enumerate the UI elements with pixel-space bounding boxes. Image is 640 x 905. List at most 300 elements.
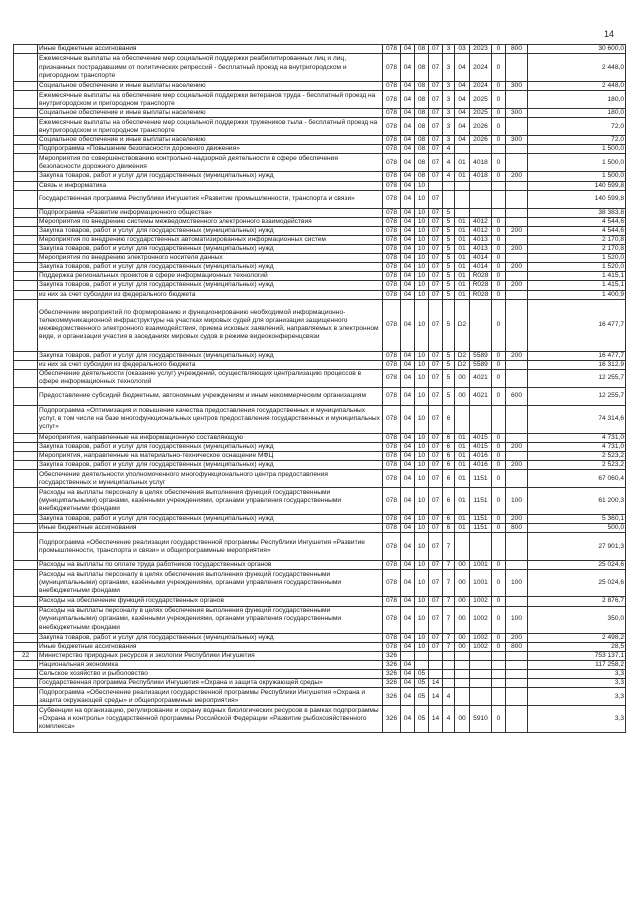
code-section-cell: 04 (401, 82, 415, 91)
code-direction-cell: 1151 (470, 488, 492, 515)
code-ministry-cell: 078 (383, 597, 401, 606)
code-flag-cell (492, 208, 506, 217)
code-program-cell (429, 181, 443, 190)
code-section-cell: 04 (401, 660, 415, 669)
code-flag-cell: 0 (492, 570, 506, 597)
code-subsection-cell: 10 (415, 226, 429, 235)
code-expense-type-cell (506, 290, 528, 299)
code-direction-cell: 4012 (470, 217, 492, 226)
amount-cell: 2 523,2 (528, 461, 626, 470)
code-ministry-cell: 078 (383, 235, 401, 244)
code-subsection-cell: 05 (415, 706, 429, 733)
code-program-cell: 07 (429, 235, 443, 244)
code-subprogram-cell: 6 (443, 442, 455, 451)
row-number-cell (14, 190, 38, 208)
code-expense-type-cell: 200 (506, 263, 528, 272)
code-subsection-cell: 10 (415, 442, 429, 451)
table-row (14, 145, 626, 154)
code-subprogram-cell: 6 (443, 451, 455, 460)
amount-cell: 16 477,7 (528, 351, 626, 360)
code-program-cell: 07 (429, 217, 443, 226)
code-ministry-cell: 078 (383, 451, 401, 460)
code-event-cell: 00 (455, 387, 470, 405)
code-subsection-cell: 10 (415, 488, 429, 515)
table-row (14, 642, 626, 651)
code-event-cell: 01 (455, 272, 470, 281)
table-row (14, 254, 626, 263)
code-subsection-cell: 08 (415, 54, 429, 82)
code-flag-cell: 0 (492, 451, 506, 460)
amount-cell: 4 544,6 (528, 217, 626, 226)
row-number-cell (14, 706, 38, 733)
row-name-cell: Иные бюджетные ассигнования (38, 524, 383, 533)
code-flag-cell: 0 (492, 561, 506, 570)
code-direction-cell: R028 (470, 272, 492, 281)
code-event-cell: 01 (455, 488, 470, 515)
code-flag-cell (492, 688, 506, 706)
code-flag-cell: 0 (492, 606, 506, 633)
code-direction-cell (470, 660, 492, 669)
row-number-cell (14, 263, 38, 272)
code-program-cell: 07 (429, 470, 443, 488)
code-expense-type-cell: 200 (506, 442, 528, 451)
code-expense-type-cell: 800 (506, 45, 528, 54)
row-number-cell (14, 154, 38, 172)
amount-cell: 28,5 (528, 642, 626, 651)
code-subsection-cell: 08 (415, 82, 429, 91)
code-direction-cell (470, 190, 492, 208)
amount-cell: 16 477,7 (528, 299, 626, 351)
code-program-cell: 07 (429, 405, 443, 433)
code-section-cell: 04 (401, 533, 415, 561)
code-program-cell: 07 (429, 369, 443, 387)
code-program-cell: 07 (429, 281, 443, 290)
table-row (14, 109, 626, 118)
code-ministry-cell: 078 (383, 254, 401, 263)
row-name-cell: Закупка товаров, работ и услуг для государственных (муниципальных) нужд (38, 172, 383, 181)
row-number-cell (14, 272, 38, 281)
code-flag-cell: 0 (492, 360, 506, 369)
code-ministry-cell: 078 (383, 561, 401, 570)
code-direction-cell: 5589 (470, 351, 492, 360)
code-program-cell: 07 (429, 190, 443, 208)
row-name-cell: Социальное обеспечение и иные выплаты населению (38, 82, 383, 91)
code-ministry-cell: 078 (383, 369, 401, 387)
code-section-cell: 04 (401, 54, 415, 82)
code-expense-type-cell (506, 217, 528, 226)
row-name-cell: Субвенции на организацию, регулирование и охрану водных биологических ресурсов в рамках подпрограммы «Охрана и контроль» государственной программы Российской Федерации «Развитие рыбохозяйственного комплекса» (38, 706, 383, 733)
code-program-cell (429, 660, 443, 669)
code-flag-cell (492, 651, 506, 660)
code-subsection-cell (415, 660, 429, 669)
code-expense-type-cell: 100 (506, 570, 528, 597)
code-event-cell: 00 (455, 369, 470, 387)
code-direction-cell: 4016 (470, 461, 492, 470)
row-name-cell: Обеспечение мероприятий по формированию и функционированию необходимой информационно-телекоммуникационной инфраструктуры на участках мировых судей для организации защищенного межведомственного электронного взаимодействия, приема исковых заявлений, направляемых в электронном виде, и организации участия в заседаниях мировых судов в режиме видеоконференцсвязи (38, 299, 383, 351)
code-event-cell: 01 (455, 524, 470, 533)
table-row (14, 263, 626, 272)
code-subsection-cell: 10 (415, 524, 429, 533)
code-section-cell: 04 (401, 633, 415, 642)
code-section-cell: 04 (401, 145, 415, 154)
table-row (14, 181, 626, 190)
amount-cell: 25 024,6 (528, 570, 626, 597)
row-name-cell: Закупка товаров, работ и услуг для государственных (муниципальных) нужд (38, 351, 383, 360)
table-row (14, 217, 626, 226)
code-flag-cell: 0 (492, 109, 506, 118)
code-ministry-cell: 326 (383, 660, 401, 669)
code-subprogram-cell: 5 (443, 235, 455, 244)
row-number-cell (14, 606, 38, 633)
code-ministry-cell: 078 (383, 299, 401, 351)
code-ministry-cell: 078 (383, 217, 401, 226)
row-number-cell (14, 254, 38, 263)
code-subsection-cell: 05 (415, 688, 429, 706)
code-flag-cell: 0 (492, 442, 506, 451)
code-program-cell: 14 (429, 679, 443, 688)
code-expense-type-cell (506, 254, 528, 263)
code-flag-cell: 0 (492, 461, 506, 470)
code-event-cell (455, 669, 470, 678)
table-row (14, 54, 626, 82)
code-flag-cell: 0 (492, 706, 506, 733)
row-name-cell: из них за счет субсидии из федерального бюджета (38, 290, 383, 299)
table-row (14, 245, 626, 254)
row-number-cell (14, 405, 38, 433)
code-ministry-cell: 326 (383, 679, 401, 688)
row-name-cell: Обеспечение деятельности (оказание услуг) учреждений, осуществляющих централизацию процессов в сфере информационных технологий (38, 369, 383, 387)
row-name-cell: Подпрограмма «Оптимизация и повышение качества предоставления государственных и муниципальных услуг, в том числе на базе многофункциональных центров предоставления государственных и муниципальных услуг» (38, 405, 383, 433)
table-row (14, 172, 626, 181)
code-section-cell: 04 (401, 679, 415, 688)
amount-cell: 2 170,8 (528, 245, 626, 254)
code-flag-cell (492, 181, 506, 190)
code-ministry-cell: 326 (383, 669, 401, 678)
code-direction-cell (470, 299, 492, 351)
code-ministry-cell: 078 (383, 387, 401, 405)
row-name-cell: Предоставление субсидий бюджетным, автономным учреждениям и иным некоммерческим организациям (38, 387, 383, 405)
code-subprogram-cell: 7 (443, 597, 455, 606)
code-flag-cell: 0 (492, 488, 506, 515)
row-name-cell: Мероприятия по внедрению системы межведомственного электронного взаимодействия (38, 217, 383, 226)
code-subprogram-cell: 3 (443, 82, 455, 91)
code-event-cell: 04 (455, 118, 470, 136)
code-flag-cell: 0 (492, 299, 506, 351)
code-subprogram-cell: 5 (443, 281, 455, 290)
code-event-cell: 00 (455, 561, 470, 570)
code-direction-cell: 4014 (470, 263, 492, 272)
code-program-cell: 07 (429, 533, 443, 561)
row-number-cell (14, 290, 38, 299)
code-expense-type-cell: 800 (506, 642, 528, 651)
amount-cell: 72,0 (528, 118, 626, 136)
amount-cell: 61 200,3 (528, 488, 626, 515)
code-ministry-cell: 078 (383, 190, 401, 208)
table-row (14, 235, 626, 244)
amount-cell: 74 314,6 (528, 405, 626, 433)
code-expense-type-cell (506, 706, 528, 733)
table-row (14, 136, 626, 145)
code-subsection-cell: 10 (415, 190, 429, 208)
row-number-cell (14, 561, 38, 570)
table-row (14, 387, 626, 405)
code-event-cell (455, 651, 470, 660)
row-number-cell (14, 387, 38, 405)
table-row (14, 351, 626, 360)
code-flag-cell: 0 (492, 226, 506, 235)
code-flag-cell: 0 (492, 263, 506, 272)
code-program-cell: 07 (429, 54, 443, 82)
code-expense-type-cell (506, 299, 528, 351)
code-subsection-cell: 10 (415, 245, 429, 254)
code-section-cell: 04 (401, 181, 415, 190)
amount-cell: 3,3 (528, 706, 626, 733)
code-expense-type-cell (506, 651, 528, 660)
code-subprogram-cell: 6 (443, 515, 455, 524)
table-row (14, 669, 626, 678)
code-event-cell (455, 660, 470, 669)
row-name-cell: Социальное обеспечение и иные выплаты населению (38, 136, 383, 145)
code-program-cell: 07 (429, 136, 443, 145)
code-section-cell: 04 (401, 136, 415, 145)
amount-cell: 12 255,7 (528, 387, 626, 405)
amount-cell: 180,0 (528, 109, 626, 118)
code-direction-cell: 4014 (470, 254, 492, 263)
code-event-cell: 00 (455, 706, 470, 733)
code-subsection-cell: 08 (415, 145, 429, 154)
code-flag-cell: 0 (492, 54, 506, 82)
amount-cell: 2 170,8 (528, 235, 626, 244)
row-number-cell (14, 369, 38, 387)
code-event-cell: 01 (455, 281, 470, 290)
code-program-cell: 07 (429, 488, 443, 515)
row-name-cell: Ежемесячные выплаты на обеспечение мер социальной поддержки тружеников тыла - бесплатный проезд на внутригородском и пригородном транспорте (38, 118, 383, 136)
code-direction-cell: 1151 (470, 470, 492, 488)
code-expense-type-cell (506, 660, 528, 669)
row-name-cell: Расходы на обеспечение функций государственных органов (38, 597, 383, 606)
code-subprogram-cell: 5 (443, 360, 455, 369)
code-subsection-cell: 10 (415, 570, 429, 597)
row-number-cell (14, 461, 38, 470)
amount-cell: 1 415,1 (528, 281, 626, 290)
table-row (14, 515, 626, 524)
budget-table (13, 44, 626, 733)
code-expense-type-cell: 600 (506, 387, 528, 405)
code-flag-cell (492, 533, 506, 561)
code-ministry-cell: 078 (383, 172, 401, 181)
code-direction-cell: 2025 (470, 109, 492, 118)
table-row (14, 606, 626, 633)
code-event-cell: 01 (455, 461, 470, 470)
code-subsection-cell: 10 (415, 360, 429, 369)
code-section-cell: 04 (401, 254, 415, 263)
code-expense-type-cell (506, 235, 528, 244)
code-section-cell: 04 (401, 706, 415, 733)
table-row (14, 299, 626, 351)
row-number-cell (14, 669, 38, 678)
row-name-cell: Государственная программа Республики Ингушетия «Охрана и защита окружающей среды» (38, 679, 383, 688)
code-direction-cell: 2024 (470, 54, 492, 82)
code-subprogram-cell: 3 (443, 118, 455, 136)
code-subsection-cell: 08 (415, 45, 429, 54)
code-expense-type-cell: 200 (506, 245, 528, 254)
code-flag-cell: 0 (492, 281, 506, 290)
code-expense-type-cell (506, 118, 528, 136)
code-subsection-cell: 10 (415, 470, 429, 488)
code-expense-type-cell: 200 (506, 515, 528, 524)
code-ministry-cell: 078 (383, 208, 401, 217)
code-expense-type-cell (506, 597, 528, 606)
code-flag-cell: 0 (492, 387, 506, 405)
code-expense-type-cell: 800 (506, 524, 528, 533)
code-subsection-cell: 10 (415, 263, 429, 272)
code-event-cell: 01 (455, 470, 470, 488)
row-name-cell: Связь и информатика (38, 181, 383, 190)
code-event-cell: 01 (455, 442, 470, 451)
code-flag-cell: 0 (492, 217, 506, 226)
amount-cell: 1 520,0 (528, 254, 626, 263)
code-direction-cell: 1002 (470, 597, 492, 606)
amount-cell: 180,0 (528, 91, 626, 109)
code-flag-cell: 0 (492, 515, 506, 524)
code-program-cell: 07 (429, 45, 443, 54)
row-name-cell: Расходы на выплаты персоналу в целях обеспечения выполнения функций государственными (муниципальными) органами, казёнными учреждениями, органами управления государственными внебюджетными фондами (38, 570, 383, 597)
code-direction-cell: 2023 (470, 45, 492, 54)
row-name-cell: Подпрограмма «Развитие информационного общества» (38, 208, 383, 217)
code-subsection-cell: 10 (415, 642, 429, 651)
amount-cell: 2 876,7 (528, 597, 626, 606)
code-direction-cell: 1002 (470, 642, 492, 651)
amount-cell: 1 520,0 (528, 263, 626, 272)
code-ministry-cell: 078 (383, 281, 401, 290)
code-expense-type-cell (506, 154, 528, 172)
code-direction-cell: 1002 (470, 633, 492, 642)
code-program-cell: 07 (429, 570, 443, 597)
code-program-cell: 07 (429, 263, 443, 272)
code-direction-cell: 4021 (470, 387, 492, 405)
code-ministry-cell: 078 (383, 515, 401, 524)
code-program-cell: 07 (429, 524, 443, 533)
code-subsection-cell: 05 (415, 669, 429, 678)
row-number-cell (14, 145, 38, 154)
amount-cell: 117 258,2 (528, 660, 626, 669)
row-number-cell (14, 299, 38, 351)
code-event-cell: 00 (455, 642, 470, 651)
code-section-cell: 04 (401, 245, 415, 254)
row-name-cell: Национальная экономика (38, 660, 383, 669)
code-ministry-cell: 326 (383, 706, 401, 733)
code-ministry-cell: 078 (383, 154, 401, 172)
code-event-cell: 01 (455, 515, 470, 524)
code-subprogram-cell: 7 (443, 606, 455, 633)
row-number-cell (14, 570, 38, 597)
code-expense-type-cell: 200 (506, 281, 528, 290)
code-subsection-cell: 05 (415, 679, 429, 688)
code-expense-type-cell (506, 54, 528, 82)
code-program-cell: 07 (429, 387, 443, 405)
code-ministry-cell: 078 (383, 54, 401, 82)
code-section-cell: 04 (401, 217, 415, 226)
code-section-cell: 04 (401, 272, 415, 281)
row-number-cell (14, 172, 38, 181)
code-subsection-cell: 10 (415, 299, 429, 351)
code-flag-cell: 0 (492, 82, 506, 91)
code-section-cell (401, 651, 415, 660)
code-expense-type-cell (506, 369, 528, 387)
code-ministry-cell: 078 (383, 360, 401, 369)
code-event-cell: 01 (455, 217, 470, 226)
code-section-cell: 04 (401, 515, 415, 524)
amount-cell: 1 500,0 (528, 145, 626, 154)
amount-cell: 1 500,0 (528, 172, 626, 181)
row-number-cell (14, 54, 38, 82)
table-row (14, 190, 626, 208)
code-subprogram-cell (443, 669, 455, 678)
code-subsection-cell: 10 (415, 461, 429, 470)
code-flag-cell (492, 669, 506, 678)
row-number-cell (14, 442, 38, 451)
code-subsection-cell: 10 (415, 561, 429, 570)
code-event-cell: 01 (455, 154, 470, 172)
amount-cell: 16 312,9 (528, 360, 626, 369)
code-event-cell: D2 (455, 360, 470, 369)
code-direction-cell: 2026 (470, 136, 492, 145)
code-direction-cell: 4018 (470, 172, 492, 181)
code-direction-cell: 4016 (470, 451, 492, 460)
code-program-cell (429, 651, 443, 660)
row-name-cell: Мероприятия по внедрению государственных автоматизированных информационных систем (38, 235, 383, 244)
row-name-cell: Расходы на выплаты по оплате труда работников государственных органов (38, 561, 383, 570)
code-program-cell: 07 (429, 299, 443, 351)
code-section-cell: 04 (401, 208, 415, 217)
row-number-cell (14, 688, 38, 706)
row-number-cell (14, 45, 38, 54)
code-flag-cell: 0 (492, 433, 506, 442)
code-program-cell: 07 (429, 245, 443, 254)
row-name-cell: Поддержка региональных проектов в сфере информационных технологий (38, 272, 383, 281)
code-section-cell: 04 (401, 470, 415, 488)
amount-cell: 4 731,0 (528, 433, 626, 442)
code-section-cell: 04 (401, 281, 415, 290)
code-flag-cell (492, 190, 506, 208)
code-subprogram-cell (443, 660, 455, 669)
code-program-cell: 07 (429, 145, 443, 154)
code-direction-cell: 4018 (470, 154, 492, 172)
amount-cell: 3,3 (528, 688, 626, 706)
code-direction-cell (470, 181, 492, 190)
code-section-cell: 04 (401, 405, 415, 433)
row-number-cell (14, 679, 38, 688)
code-section-cell: 04 (401, 263, 415, 272)
code-event-cell: 04 (455, 109, 470, 118)
code-subsection-cell: 10 (415, 533, 429, 561)
row-number-cell (14, 217, 38, 226)
code-flag-cell: 0 (492, 245, 506, 254)
code-section-cell: 04 (401, 235, 415, 244)
code-ministry-cell: 078 (383, 263, 401, 272)
code-section-cell: 04 (401, 290, 415, 299)
code-subprogram-cell: 3 (443, 54, 455, 82)
code-program-cell: 07 (429, 82, 443, 91)
code-subsection-cell: 08 (415, 136, 429, 145)
code-subprogram-cell: 7 (443, 570, 455, 597)
table-row (14, 154, 626, 172)
code-direction-cell (470, 145, 492, 154)
row-name-cell: Министерство природных ресурсов и экологии Республики Ингушетия (38, 651, 383, 660)
code-ministry-cell: 078 (383, 118, 401, 136)
code-event-cell (455, 405, 470, 433)
amount-cell: 140 599,8 (528, 190, 626, 208)
